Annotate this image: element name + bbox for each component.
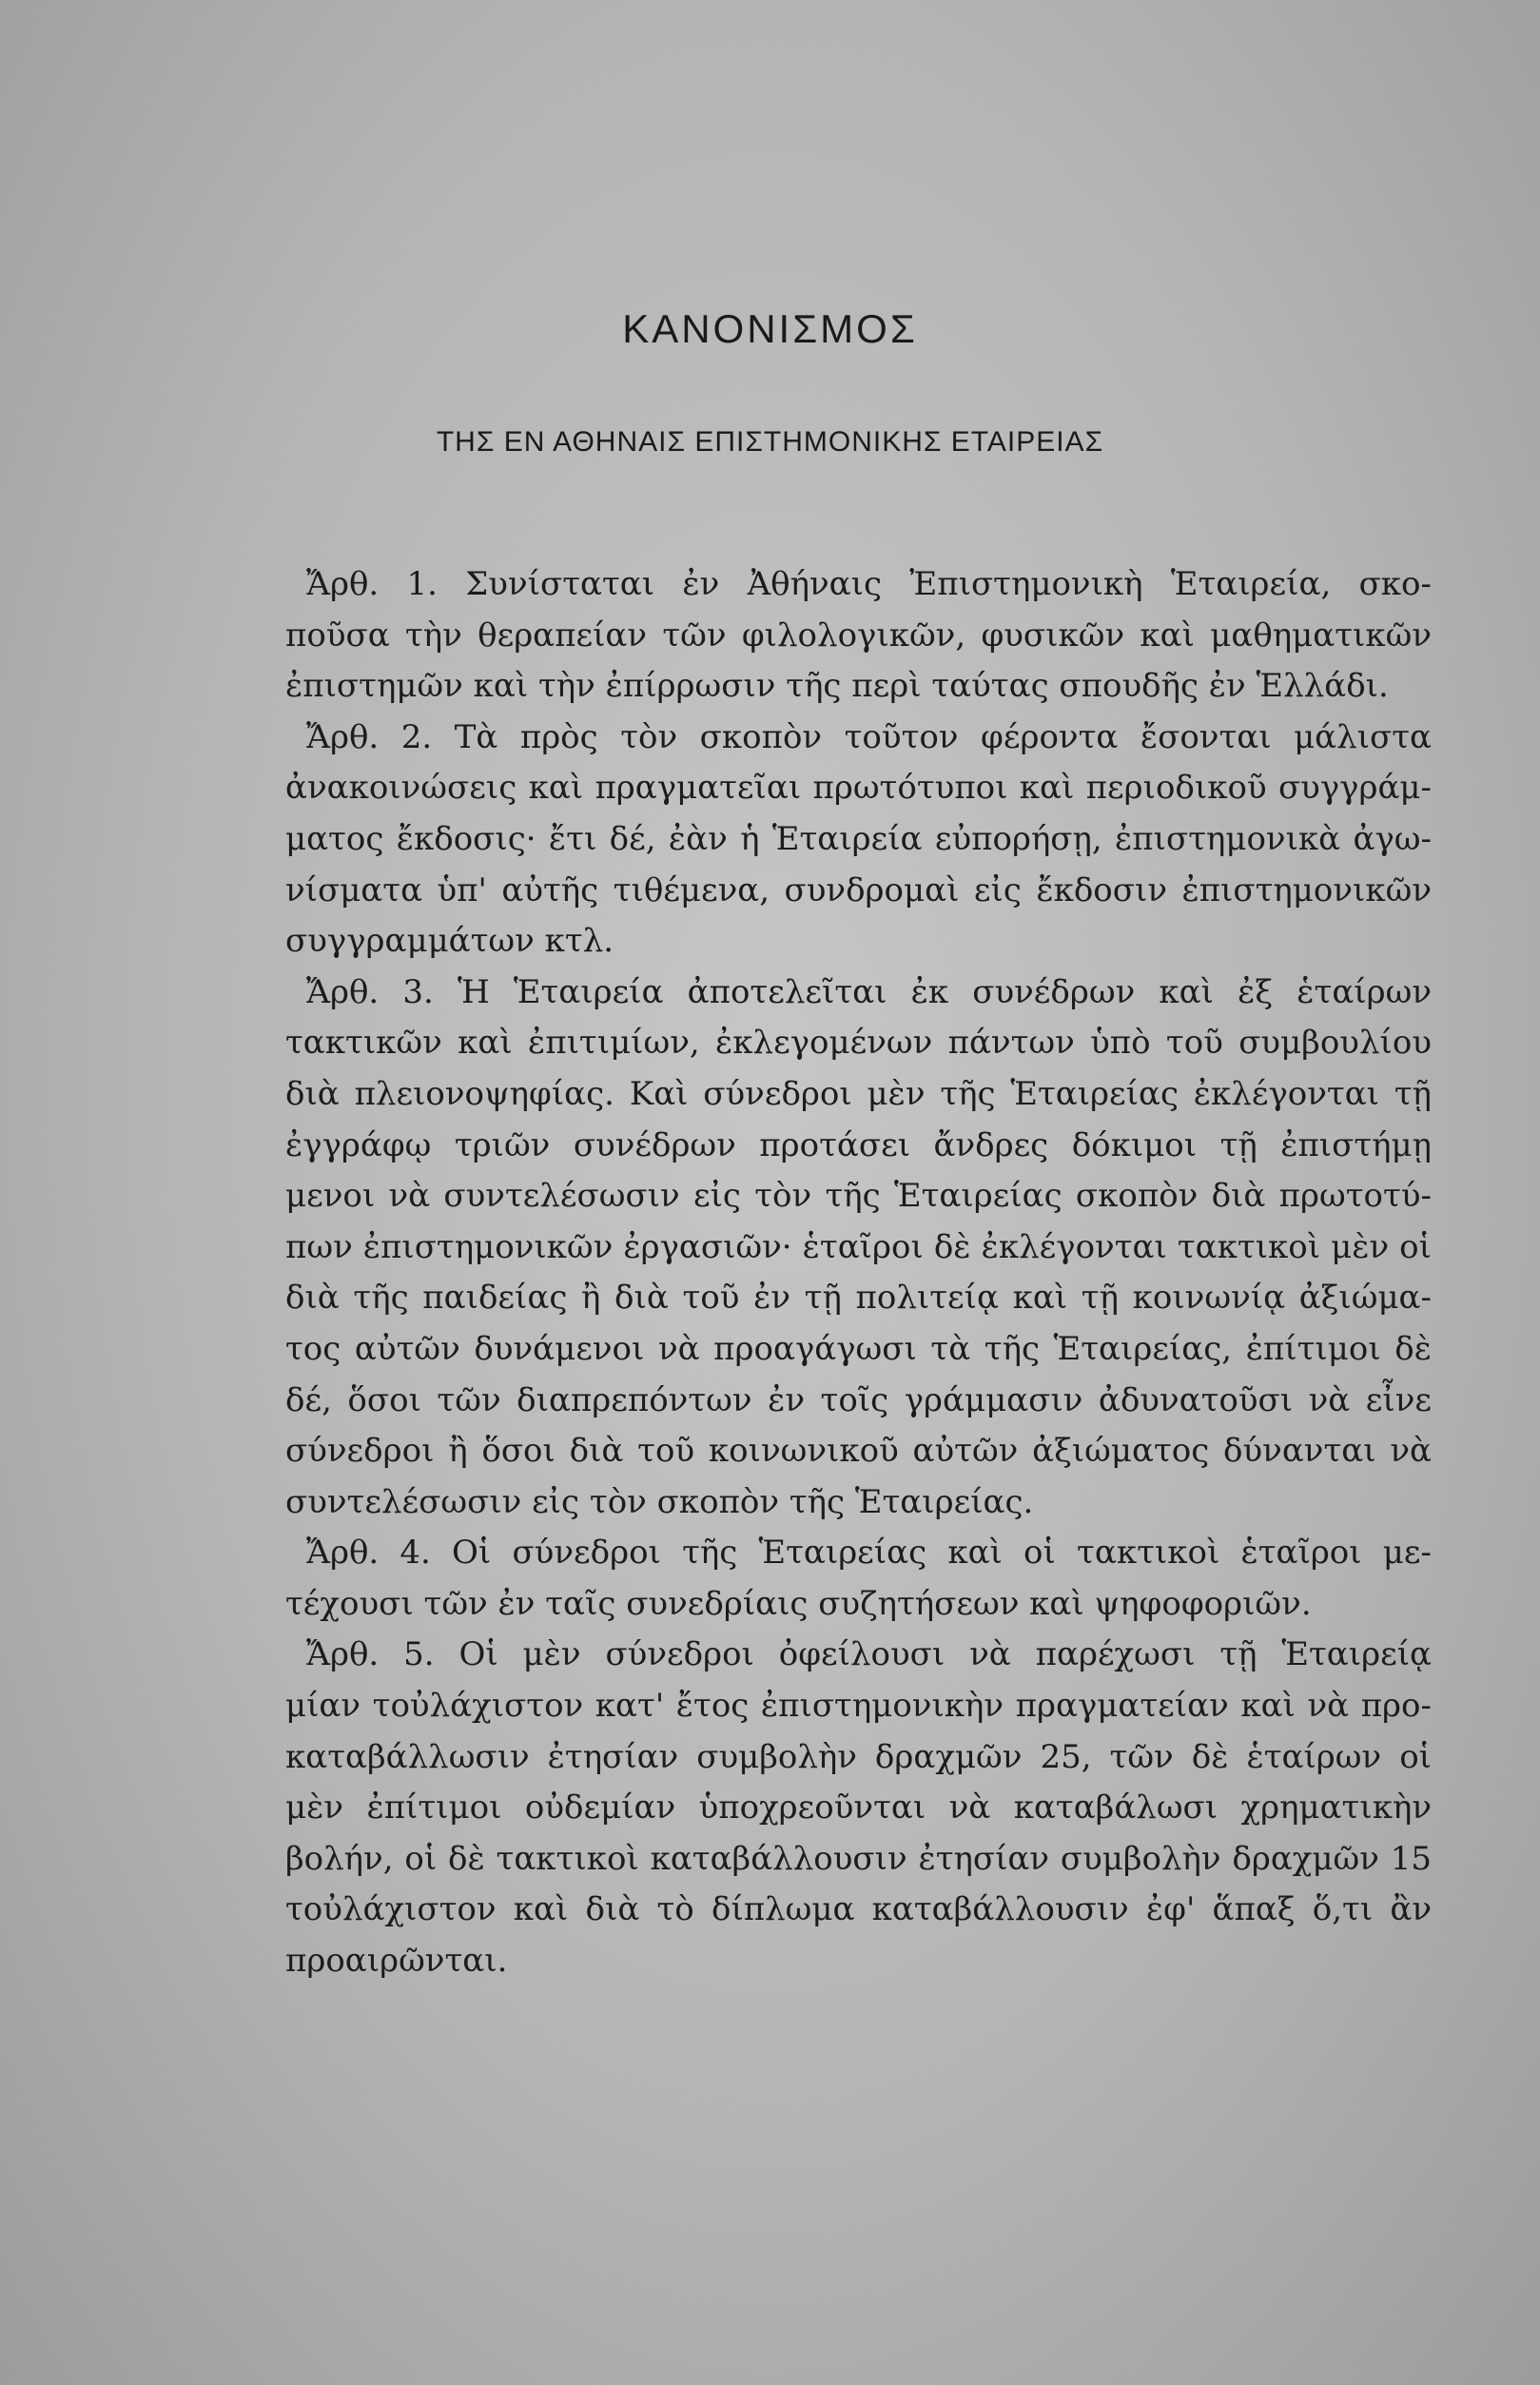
- article-5-line: Ἄρθ. 5. Οἱ μὲν σύνεδροι ὀφείλουσι νὰ παρέχωσι τῇ Ἑταιρείᾳ: [306, 1635, 1432, 1674]
- article-3-line: μενοι νὰ συντελέσωσιν εἰς τὸν τῆς Ἑταιρείας σκοπὸν διὰ πρωτοτύ-: [285, 1177, 1432, 1216]
- article-3-line: τακτικῶν καὶ ἐπιτιμίων, ἐκλεγομένων πάντων ὑπὸ τοῦ συμβουλίου: [285, 1024, 1432, 1063]
- article-3-line: συντελέσωσιν εἰς τὸν σκοπὸν τῆς Ἑταιρείας.: [285, 1482, 1034, 1521]
- article-1-line: ποῦσα τὴν θεραπείαν τῶν φιλολογικῶν, φυσικῶν καὶ μαθηματικῶν: [285, 616, 1432, 655]
- article-5-line: βολήν, οἱ δὲ τακτικοὶ καταβάλλουσιν ἐτησίαν συμβολὴν δραχμῶν 15: [285, 1839, 1432, 1878]
- article-5-line: μὲν ἐπίτιμοι οὐδεμίαν ὑποχρεοῦνται νὰ καταβάλωσι χρηματικὴν: [285, 1789, 1432, 1828]
- article-2-line: Ἄρθ. 2. Τὰ πρὸς τὸν σκοπὸν τοῦτον φέροντα ἔσονται μάλιστα: [306, 717, 1432, 756]
- article-5-line: προαιρῶνται.: [285, 1942, 508, 1981]
- regulation-body: [285, 559, 1432, 1987]
- article-3-line: τος αὐτῶν δυνάμενοι νὰ προαγάγωσι τὰ τῆς Ἑταιρείας, ἐπίτιμοι δὲ: [285, 1329, 1432, 1368]
- article-3-line: Ἄρθ. 3. Ἡ Ἑταιρεία ἀποτελεῖται ἐκ συνέδρων καὶ ἐξ ἑταίρων: [306, 972, 1432, 1011]
- document-subtitle: ΤΗΣ ΕΝ ΑΘΗΝΑΙΣ ΕΠΙΣΤΗΜΟΝΙΚΗΣ ΕΤΑΙΡΕΙΑΣ: [436, 426, 1104, 458]
- article-3-line: διὰ τῆς παιδείας ἢ διὰ τοῦ ἐν τῇ πολιτείᾳ καὶ τῇ κοινωνίᾳ ἀξιώμα-: [285, 1279, 1432, 1318]
- article-2-line: νίσματα ὑπ' αὐτῆς τιθέμενα, συνδρομαὶ εἰς ἔκδοσιν ἐπιστημονικῶν: [285, 870, 1432, 909]
- article-4-line: Ἄρθ. 4. Οἱ σύνεδροι τῆς Ἑταιρείας καὶ οἱ τακτικοὶ ἑταῖροι με-: [306, 1534, 1432, 1573]
- article-5-line: καταβάλλωσιν ἐτησίαν συμβολὴν δραχμῶν 25, τῶν δὲ ἑταίρων οἱ: [285, 1737, 1432, 1776]
- document-title: ΚΑΝΟΝΙΣΜΟΣ: [622, 306, 918, 351]
- article-2-line: ἀνακοινώσεις καὶ πραγματεῖαι πρωτότυποι καὶ περιοδικοῦ συγγράμ-: [285, 769, 1432, 808]
- article-3-line: σύνεδροι ἢ ὅσοι διὰ τοῦ κοινωνικοῦ αὐτῶν ἀξιώματος δύνανται νὰ: [285, 1432, 1432, 1471]
- article-2-line: συγγραμμάτων κτλ.: [285, 922, 614, 961]
- article-1-line: Ἄρθ. 1. Συνίσταται ἐν Ἀθήναις Ἐπιστημονικὴ Ἑταιρεία, σκο-: [306, 565, 1432, 603]
- article-3-line: ἐγγράφῳ τριῶν συνέδρων προτάσει ἄνδρες δόκιμοι τῇ ἐπιστήμῃ: [285, 1125, 1432, 1164]
- article-3-line: δέ, ὅσοι τῶν διαπρεπόντων ἐν τοῖς γράμμασιν ἀδυνατοῦσι νὰ εἶνε: [285, 1380, 1432, 1419]
- article-2-line: ματος ἔκδοσις· ἔτι δέ, ἐὰν ἡ Ἑταιρεία εὐπορήσῃ, ἐπιστημονικὰ ἀγω-: [285, 819, 1432, 858]
- article-4-line: τέχουσι τῶν ἐν ταῖς συνεδρίαις συζητήσεων καὶ ψηφοφοριῶν.: [285, 1584, 1312, 1623]
- article-3-line: διὰ πλειονοψηφίας. Καὶ σύνεδροι μὲν τῆς Ἑταιρείας ἐκλέγονται τῇ: [285, 1074, 1432, 1113]
- article-1-line: ἐπιστημῶν καὶ τὴν ἐπίρρωσιν τῆς περὶ ταύτας σπουδῆς ἐν Ἑλλάδι.: [285, 667, 1389, 706]
- article-5-line: τοὐλάχιστον καὶ διὰ τὸ δίπλωμα καταβάλλουσιν ἐφ' ἅπαξ ὅ,τι ἂν: [285, 1890, 1432, 1929]
- article-5-line: μίαν τοὐλάχιστον κατ' ἔτος ἐπιστημονικὴν πραγματείαν καὶ νὰ προ-: [285, 1687, 1432, 1726]
- article-3-line: πων ἐπιστημονικῶν ἐργασιῶν· ἑταῖροι δὲ ἐκλέγονται τακτικοὶ μὲν οἱ: [285, 1227, 1432, 1266]
